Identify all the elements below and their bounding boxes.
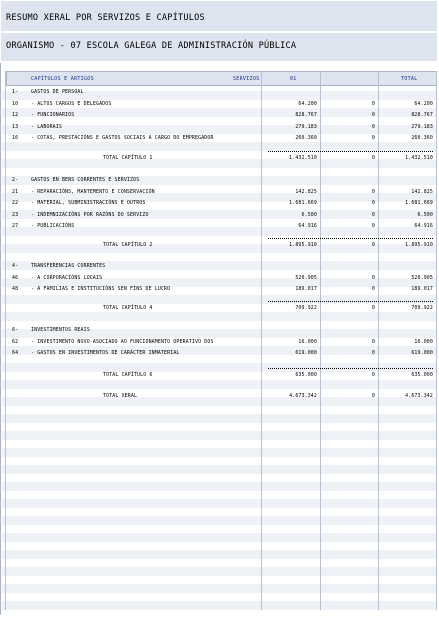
row-stripe — [2, 448, 437, 457]
row-stripe — [2, 516, 437, 525]
value-services: 635.000 — [262, 371, 317, 380]
value-total: 1.681.669 — [379, 199, 433, 208]
subtotal-separator — [268, 301, 433, 302]
value-01: 0 — [321, 134, 375, 143]
article-label: - PUBLICACIÓNS — [31, 222, 74, 231]
value-services: 4.673.342 — [262, 392, 317, 401]
value-total: 189.017 — [379, 285, 433, 294]
row-code: 46 — [12, 274, 18, 283]
value-total: 260.360 — [379, 134, 433, 143]
column-total: TOTAL — [401, 72, 418, 86]
row-stripe — [2, 168, 437, 177]
value-total: 64.200 — [379, 100, 433, 109]
value-total: 6.500 — [379, 211, 433, 220]
value-01: 0 — [321, 241, 375, 250]
organism-title: ORGANISMO - 07 ESCOLA GALEGA DE ADMINISTRACIÓN PÚBLICA — [1, 33, 437, 61]
total-label: TOTAL CAPÍTULO 2 — [103, 241, 153, 250]
row-stripe — [2, 465, 437, 474]
value-services: 260.360 — [262, 134, 317, 143]
row-code: 13 — [12, 123, 18, 132]
row-stripe — [2, 440, 437, 449]
value-total: 1.432.510 — [379, 154, 433, 163]
value-01: 0 — [321, 188, 375, 197]
row-code: 6- — [12, 326, 18, 335]
subtotal-separator — [268, 368, 433, 369]
row-stripe — [2, 312, 437, 321]
value-total: 142.825 — [379, 188, 433, 197]
value-01: 0 — [321, 338, 375, 347]
value-services: 64.916 — [262, 222, 317, 231]
article-label: - ALTOS CARGOS E DELEGADOS — [31, 100, 111, 109]
row-code: 27 — [12, 222, 18, 231]
chapter-heading: GASTOS EN BENS CORRENTES E SERVIZOS — [31, 176, 139, 185]
subtotal-separator — [268, 151, 433, 152]
row-stripe — [2, 533, 437, 542]
value-total: 635.000 — [379, 371, 433, 380]
row-code: 22 — [12, 199, 18, 208]
value-01: 0 — [321, 111, 375, 120]
row-stripe — [2, 406, 437, 415]
column-articles: CAPÍTULOS E ARTIGOS — [31, 72, 94, 86]
value-services: 828.767 — [262, 111, 317, 120]
value-total: 828.767 — [379, 111, 433, 120]
value-services: 64.200 — [262, 100, 317, 109]
article-label: - FUNCIONARIOS — [31, 111, 74, 120]
row-stripe — [2, 610, 437, 618]
chapter-heading: GASTOS DE PERSOAL — [31, 88, 84, 97]
value-services: 6.500 — [262, 211, 317, 220]
value-services: 1.432.510 — [262, 154, 317, 163]
value-total: 520.905 — [379, 274, 433, 283]
value-total: 619.000 — [379, 349, 433, 358]
row-code: 64 — [12, 349, 18, 358]
row-stripe — [2, 414, 437, 423]
value-01: 0 — [321, 100, 375, 109]
value-services: 619.000 — [262, 349, 317, 358]
value-services: 1.895.910 — [262, 241, 317, 250]
total-label: TOTAL XERAL — [103, 392, 137, 401]
column-01: 01 — [290, 72, 297, 86]
row-stripe — [2, 474, 437, 483]
row-stripe — [2, 499, 437, 508]
value-services: 709.922 — [262, 304, 317, 313]
value-01: 0 — [321, 154, 375, 163]
value-services: 279.183 — [262, 123, 317, 132]
article-label: - GASTOS EN INVESTIMENTOS DE CARÁCTER INMATERIAL — [31, 349, 180, 358]
chapter-heading: TRANSFERENCIAS CORRENTES — [31, 262, 105, 271]
row-code: 21 — [12, 188, 18, 197]
row-stripe — [2, 593, 437, 602]
value-01: 0 — [321, 349, 375, 358]
article-label: - INVESTIMENTO NOVO ASOCIADO AO FUNCIONAMENTO OPERATIVO DOS — [31, 338, 214, 347]
row-stripe — [2, 491, 437, 500]
row-stripe — [2, 601, 437, 610]
value-total: 64.916 — [379, 222, 433, 231]
value-01: 0 — [321, 123, 375, 132]
total-label: TOTAL CAPÍTULO 1 — [103, 154, 153, 163]
column-services: SERVIZOS — [233, 72, 259, 86]
chapter-heading: INVESTIMENTOS REAIS — [31, 326, 90, 335]
column-header — [6, 71, 437, 86]
value-total: 4.673.342 — [379, 392, 433, 401]
value-01: 0 — [321, 371, 375, 380]
row-stripe — [2, 380, 437, 389]
row-stripe — [2, 584, 437, 593]
article-label: - A CORPORACIÓNS LOCAIS — [31, 274, 102, 283]
row-code: 62 — [12, 338, 18, 347]
article-label: - COTAS, PRESTACIÓNS E GASTOS SOCIAIS A CARGO DO EMPREGADOR — [31, 134, 214, 143]
row-code: 12 — [12, 111, 18, 120]
article-label: - REPARACIÓNS, MANTEMENTO E CONSERVACIÓN — [31, 188, 155, 197]
value-01: 0 — [321, 222, 375, 231]
row-stripe — [2, 567, 437, 576]
column-divider — [436, 71, 437, 610]
value-total: 709.922 — [379, 304, 433, 313]
value-01: 0 — [321, 274, 375, 283]
row-stripe — [2, 576, 437, 585]
value-01: 0 — [321, 285, 375, 294]
row-stripe — [2, 508, 437, 517]
article-label: - MATERIAL, SUBMINISTRACIÓNS E OUTROS — [31, 199, 146, 208]
row-stripe — [2, 423, 437, 432]
value-01: 0 — [321, 211, 375, 220]
value-services: 189.017 — [262, 285, 317, 294]
value-total: 1.895.910 — [379, 241, 433, 250]
article-label: - INDEMNIZACIÓNS POR RAZÓNS DO SERVIZO — [31, 211, 149, 220]
row-code: 48 — [12, 285, 18, 294]
total-label: TOTAL CAPÍTULO 4 — [103, 304, 153, 313]
article-label: - LABORAIS — [31, 123, 62, 132]
value-services: 1.681.669 — [262, 199, 317, 208]
row-code: 2- — [12, 176, 18, 185]
row-stripe — [2, 253, 437, 262]
row-stripe — [2, 457, 437, 466]
row-code: 16 — [12, 134, 18, 143]
row-stripe — [2, 559, 437, 568]
value-total: 16.000 — [379, 338, 433, 347]
row-code: 1- — [12, 88, 18, 97]
row-code: 4- — [12, 262, 18, 271]
value-services: 520.905 — [262, 274, 317, 283]
report-title: RESUMO XERAL POR SERVIZOS E CAPÍTULOS — [1, 1, 437, 31]
row-stripe — [2, 482, 437, 491]
row-stripe — [2, 550, 437, 559]
row-stripe — [2, 525, 437, 534]
value-01: 0 — [321, 392, 375, 401]
row-stripe — [2, 295, 437, 304]
row-stripe — [2, 542, 437, 551]
value-01: 0 — [321, 304, 375, 313]
value-total: 279.183 — [379, 123, 433, 132]
row-stripe — [2, 142, 437, 151]
total-label: TOTAL CAPÍTULO 6 — [103, 371, 153, 380]
row-code: 10 — [12, 100, 18, 109]
value-services: 16.000 — [262, 338, 317, 347]
subtotal-separator — [268, 238, 433, 239]
value-services: 142.825 — [262, 188, 317, 197]
row-stripe — [2, 431, 437, 440]
row-code: 23 — [12, 211, 18, 220]
value-01: 0 — [321, 199, 375, 208]
article-label: - A FAMILIAS E INSTITUCIÓNS SEN FINS DE LUCRO — [31, 285, 170, 294]
column-divider — [5, 71, 6, 610]
